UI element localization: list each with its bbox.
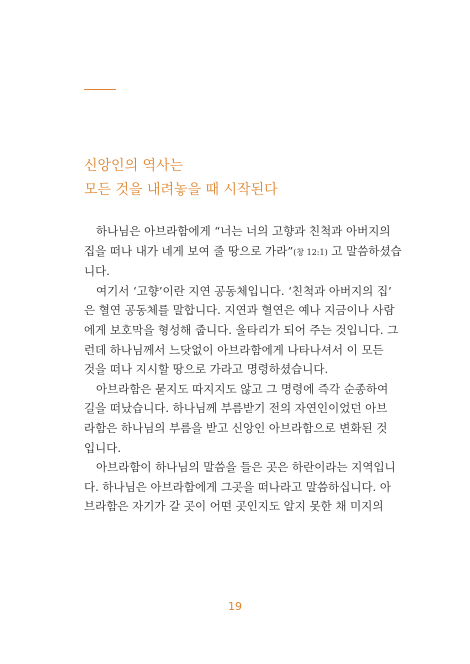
text-line: 여기서 ‘고향’이란 지연 공동체입니다. ‘친척과 아버지의 집’ — [96, 283, 392, 298]
body-text — [84, 222, 402, 517]
text-line: 것을 떠나 지시할 땅으로 가라고 명령하셨습니다. — [84, 362, 329, 377]
text-line: 입니다. — [84, 440, 121, 455]
text-line: 런데 하나님께서 느닷없이 아브라함에게 나타나셔서 이 모든 — [84, 342, 384, 357]
text-segment: 집을 떠나 내가 네게 보여 줄 땅으로 가라” — [84, 243, 294, 258]
heading-line-2: 모든 것을 내려놓을 때 시작된다 — [84, 182, 278, 198]
paragraph-4 — [84, 458, 396, 517]
text-line: 니다. — [84, 264, 110, 279]
text-line: 다. 하나님은 아브라함에게 그곳을 떠나라고 말씀하십니다. 아 — [84, 479, 391, 494]
chapter-heading — [84, 154, 278, 202]
text-line: 아브라함이 하나님의 말씀을 들은 곳은 하란이라는 지역입니 — [96, 460, 396, 475]
text-line: 하나님은 아브라함에게 “너는 너의 고향과 친척과 아버지의 — [96, 224, 391, 238]
heading-line-1: 신앙인의 역사는 — [84, 158, 184, 174]
text-line: 아브라함은 묻지도 따지지도 않고 그 명령에 즉각 순종하여 — [96, 381, 389, 396]
text-line — [84, 242, 402, 263]
paragraph-2 — [84, 282, 399, 380]
text-line: 라함은 하나님의 부름을 받고 신앙인 아브라함으로 변화된 것 — [84, 420, 388, 435]
page-number: 19 — [228, 600, 242, 613]
paragraph-3 — [84, 380, 390, 458]
decorative-rule — [84, 89, 116, 90]
text-line: 브라함은 자기가 갈 곳이 어떤 곳인지도 알지 못한 채 미지의 — [84, 499, 384, 514]
text-segment: 고 말씀하셨습 — [331, 243, 402, 258]
scripture-reference: (창 12:1) — [293, 247, 328, 257]
text-line: 은 혈연 공동체를 말합니다. 지연과 혈연은 예나 지금이나 사람 — [84, 303, 395, 318]
paragraph-1 — [84, 222, 402, 282]
text-line: 길을 떠났습니다. 하나님께 부름받기 전의 자연인이었던 아브 — [84, 401, 388, 416]
text-line: 에게 보호막을 형성해 줍니다. 울타리가 되어 주는 것입니다. 그 — [84, 322, 399, 337]
